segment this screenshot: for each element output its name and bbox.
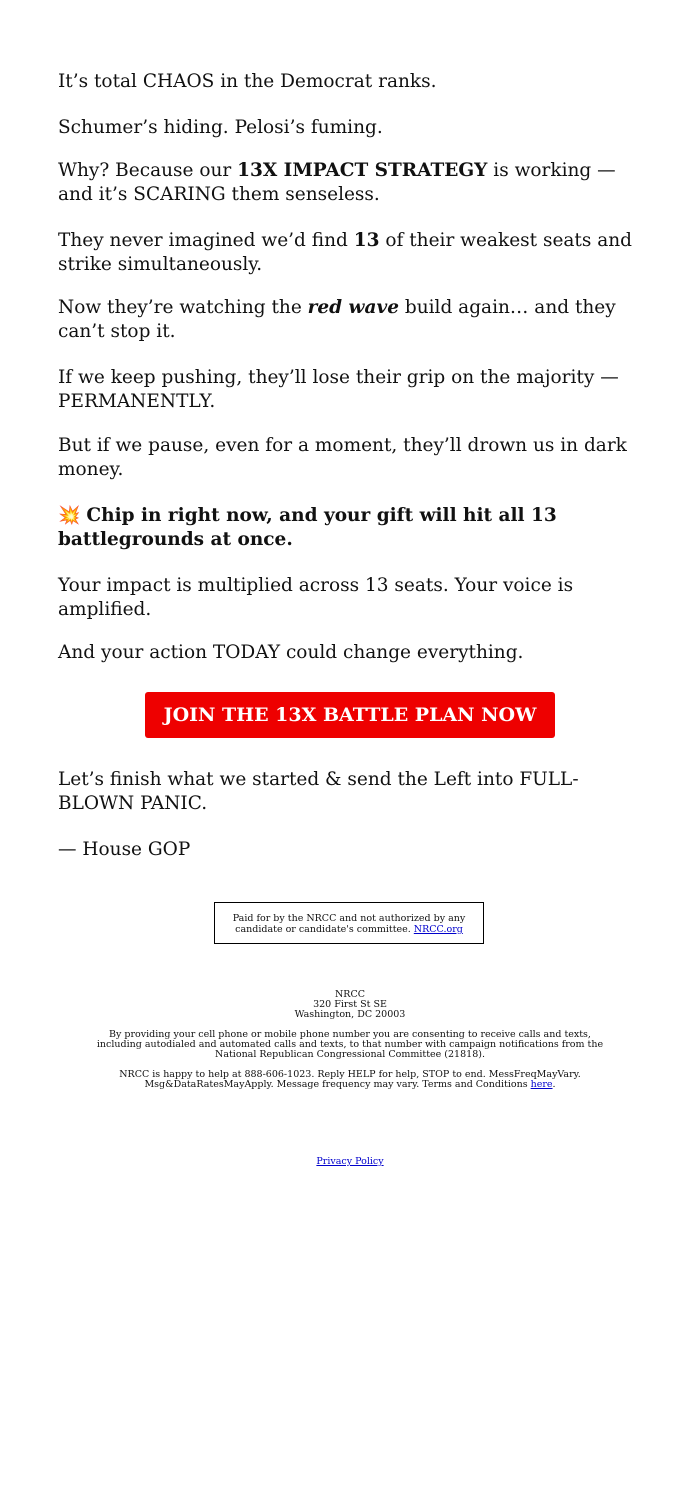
- p4-text-a: They never imagined we’d find: [58, 230, 354, 251]
- cta-container: [145, 692, 555, 738]
- seats-count-emphasis: 13: [353, 230, 380, 251]
- p5-text-a: Now they’re watching the: [58, 297, 308, 318]
- p5-text-b: build again… and they can’t stop it.: [58, 297, 616, 342]
- paragraph-9: Your impact is multiplied across 13 seats. Your voice is amplified.: [58, 575, 574, 620]
- paragraph-8: [58, 504, 648, 552]
- sms-consent-text: By providing your cell phone or mobile phone number you are consenting to receive calls and texts, including autodialed and automated calls and texts, to that number with campaign notifications from the National Republican Congressional Committee (21818).: [96, 1029, 604, 1060]
- p3-text-a: Why? Because our: [58, 160, 238, 181]
- privacy-policy-link[interactable]: Privacy Policy: [316, 1156, 384, 1167]
- paragraph-1: It’s total CHAOS in the Democrat ranks.: [58, 71, 437, 92]
- red-wave-emphasis: red wave: [307, 297, 399, 318]
- chip-in-headline: Chip in right now, and your gift will hit all 13 battlegrounds at once.: [58, 505, 557, 550]
- p3-text-b: is working — and it’s SCARING them senseless.: [58, 160, 616, 205]
- paid-for-disclaimer: [214, 902, 484, 944]
- paragraph-6: If we keep pushing, they’ll lose their grip on the majority — PERMANENTLY.: [58, 367, 619, 412]
- paragraph-2: Schumer’s hiding. Pelosi’s fuming.: [58, 117, 383, 138]
- paragraph-7: But if we pause, even for a moment, they’ll drown us in dark money.: [58, 435, 627, 480]
- help-text-end: .: [552, 1079, 556, 1090]
- privacy-container: [90, 1157, 610, 1167]
- terms-link[interactable]: here: [530, 1079, 553, 1090]
- signature: — House GOP: [58, 839, 191, 860]
- disclaimer-text: Paid for by the NRCC and not authorized by any candidate or candidate's committee.: [232, 913, 466, 935]
- footer-org: NRCC: [334, 989, 365, 1000]
- nrcc-link[interactable]: NRCC.org: [413, 924, 463, 935]
- footer-address-line-2: Washington, DC 20003: [294, 1009, 406, 1020]
- paragraph-11: Let’s finish what we started & send the Left into FULL-BLOWN PANIC.: [58, 769, 579, 814]
- p4-text-b: of their weakest seats and strike simultaneously.: [58, 230, 633, 275]
- join-battle-plan-button[interactable]: JOIN THE 13X BATTLE PLAN NOW: [145, 692, 555, 738]
- help-text: [90, 1070, 610, 1090]
- paragraph-10: And your action TODAY could change everything.: [58, 642, 524, 663]
- paragraph-3: [58, 159, 648, 207]
- strategy-emphasis: 13X IMPACT STRATEGY: [237, 160, 488, 181]
- explosion-icon: 💥: [58, 505, 81, 526]
- help-text-body: NRCC is happy to help at 888-606-1023. Reply HELP for help, STOP to end. MessFreqMayVary. Msg&DataRatesMayApply. Message frequency may vary. Terms and Conditions: [119, 1069, 581, 1090]
- paragraph-5: [58, 296, 648, 344]
- footer-address-line-1: 320 First St SE: [313, 999, 387, 1010]
- paragraph-4: [58, 229, 648, 277]
